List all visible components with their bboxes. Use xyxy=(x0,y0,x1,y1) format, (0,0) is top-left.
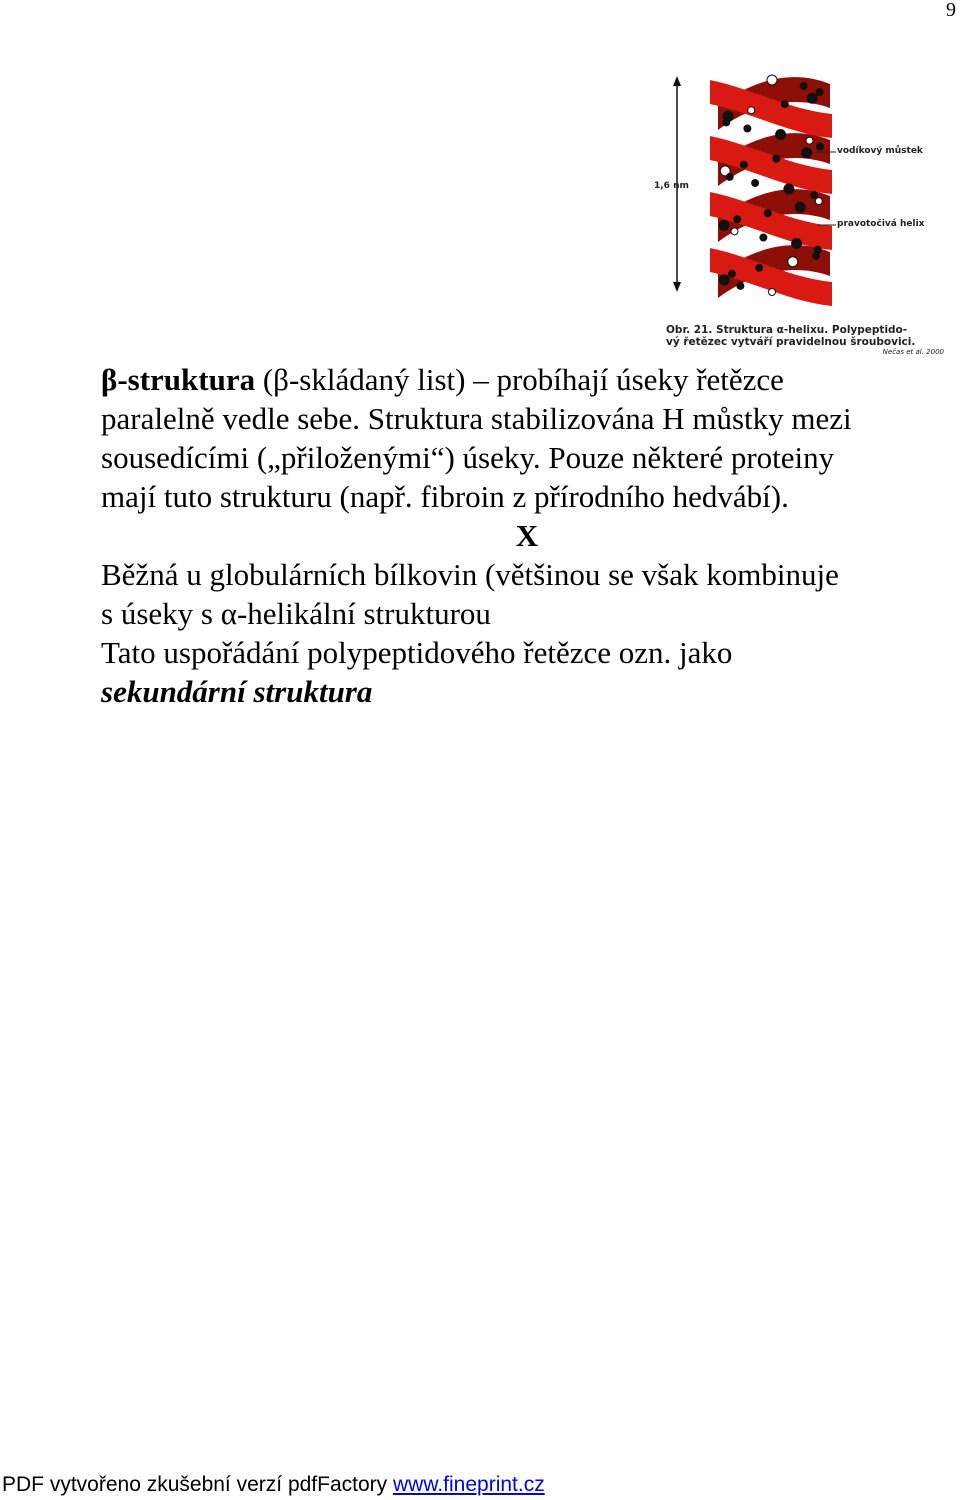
footer-text: PDF vytvořeno zkušební verzí pdfFactory xyxy=(2,1473,393,1496)
fineprint-link[interactable]: www.fineprint.cz xyxy=(392,1473,545,1496)
backbone-atom xyxy=(781,101,788,108)
page-number: 9 xyxy=(946,0,956,21)
alpha-helix-figure xyxy=(640,60,956,360)
backbone-atom xyxy=(792,239,802,249)
backbone-atom xyxy=(764,210,771,217)
backbone-atom xyxy=(734,216,741,223)
body-text xyxy=(101,360,941,711)
backbone-atom xyxy=(756,264,763,271)
pdf-footer xyxy=(2,1472,545,1498)
caption-line-2: vý řetězec vytváří pravidelnou šroubovici. xyxy=(666,336,916,348)
text-line-4: mají tuto strukturu (např. fibroin z přírodního hedvábí). xyxy=(101,479,789,514)
backbone-atom xyxy=(719,220,729,230)
text-line-1-rest: (β-skládaný list) – probíhají úseky řetězce xyxy=(255,362,784,397)
caption-credit: Nečas et al. 2000 xyxy=(882,348,944,356)
beta-structure-term: β-struktura xyxy=(101,362,256,397)
caption-line-1: Obr. 21. Struktura α-helixu. Polypeptido- xyxy=(666,324,908,336)
backbone-atom xyxy=(726,173,733,180)
backbone-atom xyxy=(731,228,738,235)
backbone-atom xyxy=(813,252,820,259)
secondary-structure-term: sekundární struktura xyxy=(101,674,373,709)
backbone-atom xyxy=(800,83,807,90)
dimension-arrow-top xyxy=(673,76,681,86)
backbone-atom xyxy=(752,180,759,187)
backbone-atom xyxy=(784,184,794,194)
hbond-label: vodíkový můstek xyxy=(837,146,923,156)
dimension-label: 1,6 nm xyxy=(654,181,689,191)
backbone-atom xyxy=(760,234,767,241)
backbone-atom xyxy=(748,107,755,114)
text-line-6: s úseky s α-helikální strukturou xyxy=(101,596,491,631)
backbone-atom xyxy=(815,198,822,205)
figure-caption xyxy=(666,324,956,356)
text-line-3: sousedícími („přiloženými“) úseky. Pouze některé proteiny xyxy=(101,440,835,475)
backbone-atom xyxy=(817,143,824,150)
backbone-atom xyxy=(737,282,744,289)
backbone-atom xyxy=(769,289,776,296)
text-line-1 xyxy=(101,360,941,399)
backbone-atom xyxy=(773,155,780,162)
backbone-atom xyxy=(795,202,805,212)
backbone-atom xyxy=(811,192,818,199)
backbone-atom xyxy=(719,275,729,285)
backbone-atom xyxy=(776,130,786,140)
text-line-5: Běžná u globulárních bílkovin (většinou se však kombinuje xyxy=(101,557,839,592)
backbone-atom xyxy=(728,270,735,277)
dimension-arrow-bottom xyxy=(673,282,681,292)
backbone-atom xyxy=(788,257,798,267)
backbone-atom xyxy=(816,89,823,96)
backbone-atom xyxy=(806,137,813,144)
backbone-atom xyxy=(740,161,747,168)
backbone-atom xyxy=(807,93,817,103)
backbone-atom xyxy=(767,75,777,85)
helix-label: pravotočivá helix xyxy=(837,219,925,229)
backbone-atom xyxy=(802,148,812,158)
text-line-2: paralelně vedle sebe. Struktura stabilizována H můstky mezi xyxy=(101,401,852,436)
backbone-atom xyxy=(744,125,751,132)
alpha-helix-illustration xyxy=(640,60,956,360)
center-x-separator: X xyxy=(515,518,539,553)
backbone-atom xyxy=(723,119,730,126)
text-line-7: Tato uspořádání polypeptidového řetězce ozn. jako xyxy=(101,635,733,670)
